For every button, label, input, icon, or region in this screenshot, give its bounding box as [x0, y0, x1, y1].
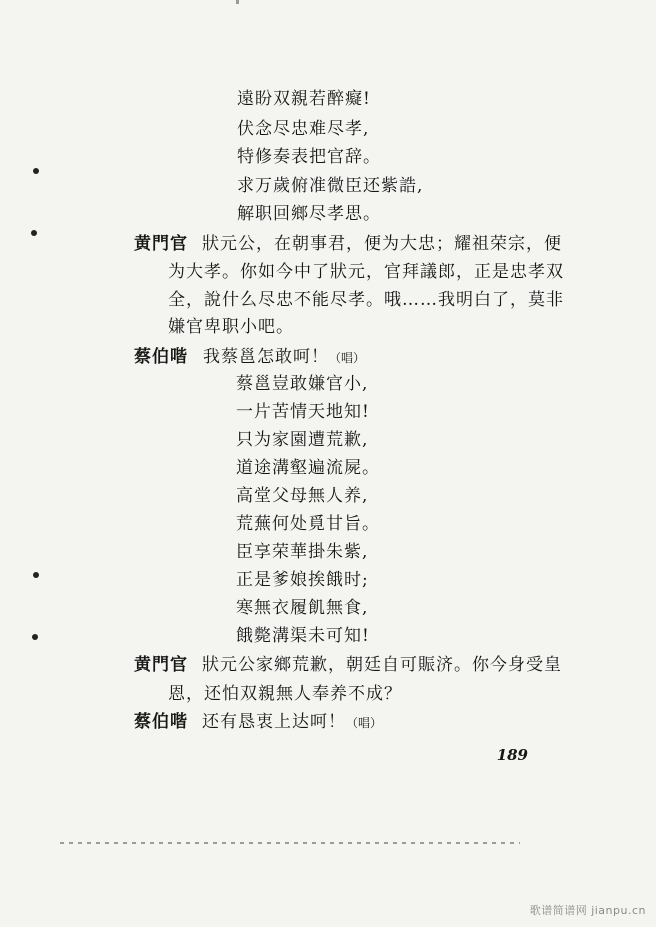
verse-line: 道途溝壑遍流屍。 — [236, 458, 380, 478]
dialogue-line — [203, 349, 365, 366]
scan-artifact-line — [60, 842, 520, 844]
margin-dot — [33, 168, 39, 174]
verse-line: 寒無衣履飢無食, — [236, 598, 369, 618]
margin-dot — [32, 634, 38, 640]
page-number: 189 — [496, 746, 528, 764]
dialogue-line: 为大孝。你如今中了狀元，官拜議郎，正是忠孝双 — [168, 262, 564, 282]
site-watermark: 歌谱简谱网 jianpu.cn — [529, 904, 646, 917]
verse-line: 只为家園遭荒歉, — [236, 430, 369, 450]
dialogue-text: 还有恳衷上达呵！ — [202, 712, 346, 732]
dialogue-line: 恩，还怕双親無人奉养不成？ — [168, 684, 402, 704]
speaker-name: 蔡伯喈 — [134, 347, 188, 367]
verse-line: 一片苦情天地知! — [236, 402, 370, 422]
dialogue-line: 全，說什么尽忠不能尽孝。哦……我明白了，莫非 — [168, 290, 564, 310]
verse-line: 遠盼双親若醉癡! — [237, 89, 371, 109]
dialogue-line: 狀元公家鄉荒歉，朝廷自可賑济。你今身受皇 — [202, 655, 562, 675]
stage-direction: （唱） — [329, 351, 366, 365]
dialogue-line — [202, 714, 382, 731]
verse-line: 蔡邕豈敢嫌官小, — [236, 374, 369, 394]
speaker-name: 黄門官 — [134, 234, 188, 254]
stage-direction: （唱） — [346, 716, 383, 730]
dialogue-line: 狀元公，在朝事君，便为大忠；耀祖荣宗，便 — [202, 234, 562, 254]
margin-dot — [31, 230, 37, 236]
verse-line: 臣享荣華掛朱紫, — [236, 542, 369, 562]
verse-line: 解职回鄉尽孝思。 — [237, 204, 381, 224]
verse-line: 荒蕪何处覓甘旨。 — [236, 514, 380, 534]
verse-line: 伏念尽忠难尽孝, — [237, 119, 370, 139]
verse-line: 高堂父母無人养, — [236, 486, 369, 506]
dialogue-text: 我蔡邕怎敢呵！ — [203, 347, 329, 367]
scan-mark — [236, 0, 239, 4]
verse-line: 餓斃溝渠未可知! — [236, 626, 370, 646]
verse-line: 正是爹娘挨餓时; — [236, 570, 369, 590]
speaker-name: 蔡伯喈 — [134, 712, 188, 732]
margin-dot — [33, 572, 39, 578]
verse-line: 特修奏表把官辞。 — [237, 147, 381, 167]
dialogue-line: 嫌官卑职小吧。 — [168, 317, 294, 337]
speaker-name: 黄門官 — [134, 655, 188, 675]
verse-line: 求万歲俯准微臣还紫誥, — [237, 176, 424, 196]
